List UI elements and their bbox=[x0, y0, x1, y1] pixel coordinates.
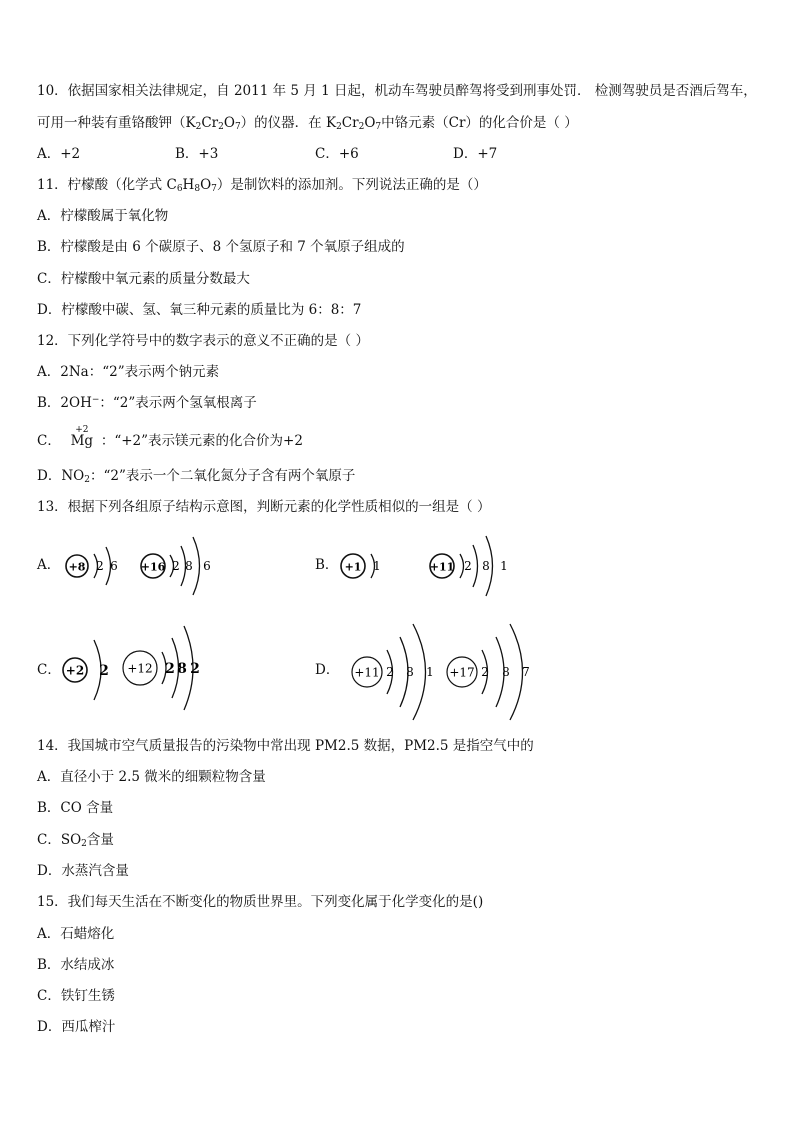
nucleus-circle bbox=[447, 657, 477, 687]
q12-option-a[interactable]: A．2Na：“2”表示两个钠元素 bbox=[37, 364, 220, 380]
electron-shell-arc bbox=[162, 652, 166, 684]
nucleus-charge: +2 bbox=[65, 663, 85, 678]
q15-option-b[interactable]: B．水结成冰 bbox=[37, 957, 115, 973]
q13-d-atom-sodium bbox=[352, 624, 434, 720]
q13-option-d-label[interactable]: D． bbox=[315, 662, 340, 678]
nucleus-charge: +11 bbox=[354, 665, 380, 680]
shell-electron-count: 2 bbox=[481, 665, 489, 679]
q15-option-a[interactable]: A．石蜡熔化 bbox=[37, 926, 115, 942]
electron-shell-arc bbox=[496, 637, 504, 707]
electron-shell-arc bbox=[193, 537, 200, 595]
electron-shell-arc bbox=[482, 650, 488, 694]
shell-electron-count: 8 bbox=[502, 665, 510, 679]
q11-option-c[interactable]: C．柠檬酸中氧元素的质量分数最大 bbox=[37, 271, 250, 287]
electron-shell-arc bbox=[172, 638, 179, 698]
q14-option-c[interactable]: C．$SO_2$含量 bbox=[37, 832, 114, 849]
nucleus-charge: +12 bbox=[127, 661, 153, 676]
q10-stem-line2: 可用一种装有重铬酸钾$(K_2Cr_2O_7)$的仪器．在 $K_2Cr_2O_7$中铬元素（Cr）的化合价是（ ） bbox=[37, 115, 578, 132]
electron-shell-arc bbox=[170, 555, 174, 577]
q12-option-d[interactable]: D．$NO_2$：“2”表示一个二氧化氮分子含有两个氧原子 bbox=[37, 468, 356, 485]
q12-stem: 12．下列化学符号中的数字表示的意义不正确的是（ ） bbox=[37, 333, 369, 349]
shell-electron-count: 8 bbox=[406, 665, 414, 679]
q13-a-atom-sulfur bbox=[141, 537, 211, 595]
shell-electron-count: 2 bbox=[190, 661, 200, 677]
electron-shell-arc bbox=[400, 637, 408, 707]
shell-electron-count: 6 bbox=[110, 559, 118, 573]
shell-electron-count: 2 bbox=[464, 559, 472, 573]
electron-shell-arc bbox=[106, 547, 111, 585]
q12-option-b[interactable]: B．2OH−：“2”表示两个氢氧根离子 bbox=[37, 395, 257, 411]
electron-shell-arc bbox=[371, 554, 375, 578]
shell-electron-count: 8 bbox=[185, 559, 193, 573]
shell-electron-count: 6 bbox=[203, 559, 211, 573]
q12-option-c[interactable]: C． +2 Mg ：“+2”表示镁元素的化合价为+2 bbox=[37, 425, 303, 449]
electron-shell-arc bbox=[486, 536, 493, 596]
q13-c-atom-helium bbox=[63, 640, 109, 700]
q15-option-c[interactable]: C．铁钉生锈 bbox=[37, 988, 115, 1004]
nucleus-charge: +1 bbox=[344, 560, 362, 574]
electron-shell-arc bbox=[413, 624, 426, 720]
q15-stem: 15．我们每天生活在不断变化的物质世界里。下列变化属于化学变化的是() bbox=[37, 894, 484, 910]
electron-shell-arc bbox=[473, 545, 478, 587]
q10-options bbox=[37, 145, 757, 163]
nucleus-circle bbox=[63, 658, 87, 682]
shell-electron-count: 8 bbox=[177, 661, 187, 677]
nucleus-charge: +8 bbox=[68, 560, 86, 574]
electron-shell-arc bbox=[184, 626, 193, 710]
nucleus-circle bbox=[123, 651, 157, 685]
q10-option-c[interactable]: C．+6 bbox=[315, 146, 359, 162]
nucleus-circle bbox=[341, 554, 365, 578]
shell-electron-count: 2 bbox=[386, 665, 394, 679]
q14-option-b[interactable]: B．CO 含量 bbox=[37, 800, 114, 816]
electron-shell-arc bbox=[94, 640, 101, 700]
nucleus-charge: +11 bbox=[429, 560, 455, 574]
shell-electron-count: 2 bbox=[165, 661, 175, 677]
q13-option-b-label[interactable]: B． bbox=[315, 557, 339, 573]
q13-b-atom-hydrogen bbox=[341, 554, 381, 578]
q11-option-a[interactable]: A．柠檬酸属于氧化物 bbox=[37, 208, 169, 224]
q10-option-a[interactable]: A．+2 bbox=[37, 146, 81, 162]
nucleus-charge: +17 bbox=[449, 665, 475, 680]
electron-shell-arc bbox=[94, 554, 98, 578]
shell-electron-count: 8 bbox=[482, 559, 490, 573]
q14-option-d[interactable]: D．水蒸汽含量 bbox=[37, 863, 129, 879]
q13-stem: 13．根据下列各组原子结构示意图，判断元素的化学性质相似的一组是（ ） bbox=[37, 499, 491, 515]
q13-a-atom-oxygen bbox=[66, 547, 118, 585]
q10-stem-line1: 10．依据国家相关法律规定，自 2011 年 5 月 1 日起，机动车驾驶员醉驾将受到刑事处罚． 检测驾驶员是否酒后驾车， bbox=[37, 83, 757, 99]
shell-electron-count: 1 bbox=[500, 559, 508, 573]
q13-b-atom-sodium bbox=[430, 536, 508, 596]
electron-shell-arc bbox=[387, 650, 393, 694]
q10-option-b[interactable]: B．+3 bbox=[175, 146, 219, 162]
q13-c-atom-magnesium bbox=[123, 626, 200, 710]
q13-option-c-label[interactable]: C． bbox=[37, 662, 61, 678]
q11-option-d[interactable]: D．柠檬酸中碳、氢、氧三种元素的质量比为 6：8：7 bbox=[37, 302, 362, 318]
electron-shell-arc bbox=[460, 554, 464, 578]
nucleus-circle bbox=[430, 554, 454, 578]
q14-option-a[interactable]: A．直径小于 2.5 微米的细颗粒物含量 bbox=[37, 769, 266, 785]
q13-option-a-label[interactable]: A． bbox=[37, 557, 61, 573]
shell-electron-count: 7 bbox=[522, 665, 530, 679]
q11-stem: 11．柠檬酸（化学式 $C_6H_8O_7$）是制饮料的添加剂。下列说法正确的是（） bbox=[37, 177, 487, 194]
q15-option-d[interactable]: D．西瓜榨汁 bbox=[37, 1019, 116, 1035]
electron-shell-arc bbox=[181, 546, 186, 586]
magnesium-valence-symbol: +2 Mg bbox=[70, 425, 94, 449]
q11-option-b[interactable]: B．柠檬酸是由 6 个碳原子、8 个氢原子和 7 个氧原子组成的 bbox=[37, 239, 405, 255]
shell-electron-count: 2 bbox=[96, 559, 104, 573]
shell-electron-count: 2 bbox=[99, 663, 109, 679]
nucleus-circle bbox=[352, 657, 382, 687]
shell-electron-count: 1 bbox=[373, 559, 381, 573]
shell-electron-count: 1 bbox=[426, 665, 434, 679]
q10-option-d[interactable]: D．+7 bbox=[453, 146, 498, 162]
shell-electron-count: 2 bbox=[172, 559, 180, 573]
nucleus-charge: +16 bbox=[140, 560, 166, 574]
nucleus-circle bbox=[141, 554, 165, 578]
nucleus-circle bbox=[66, 555, 88, 577]
q14-stem: 14．我国城市空气质量报告的污染物中常出现 PM2.5 数据，PM2.5 是指空气中的 bbox=[37, 738, 534, 754]
electron-shell-arc bbox=[510, 624, 523, 720]
q13-d-atom-chlorine bbox=[447, 624, 530, 720]
